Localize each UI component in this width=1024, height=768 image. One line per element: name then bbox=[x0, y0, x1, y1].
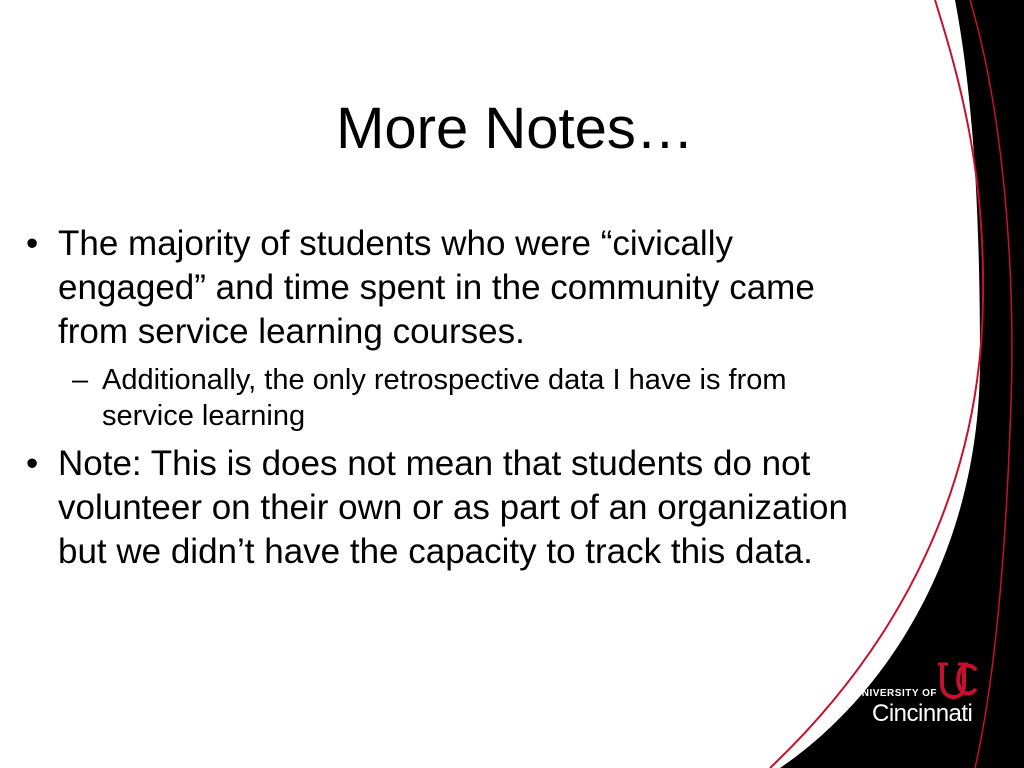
logo-cincinnati-text: Cincinnati bbox=[872, 700, 973, 727]
bullet-dot-icon: • bbox=[26, 444, 39, 483]
sub-bullet-item bbox=[58, 362, 870, 434]
logo-university-of-text: UNIVERSITY OF bbox=[854, 688, 937, 699]
bullet-item bbox=[20, 442, 870, 574]
sub-bullet-text: Additionally, the only retrospective data I have is from service learning bbox=[102, 364, 787, 432]
uc-monogram-icon bbox=[936, 660, 980, 700]
dash-icon: – bbox=[72, 364, 89, 396]
slide-title: More Notes… bbox=[336, 96, 694, 161]
bullet-text: The majority of students who were “civically engaged” and time spent in the community came from service learning courses. bbox=[58, 224, 815, 351]
university-logo bbox=[848, 660, 1008, 730]
sub-bullet-list bbox=[58, 362, 870, 434]
bullet-item bbox=[20, 222, 870, 434]
bullet-text: Note: This is does not mean that students do not volunteer on their own or as part of an organization but we didn’t have the capacity to track this data. bbox=[58, 444, 848, 571]
bullet-list bbox=[20, 222, 870, 580]
bullet-dot-icon: • bbox=[26, 224, 39, 263]
